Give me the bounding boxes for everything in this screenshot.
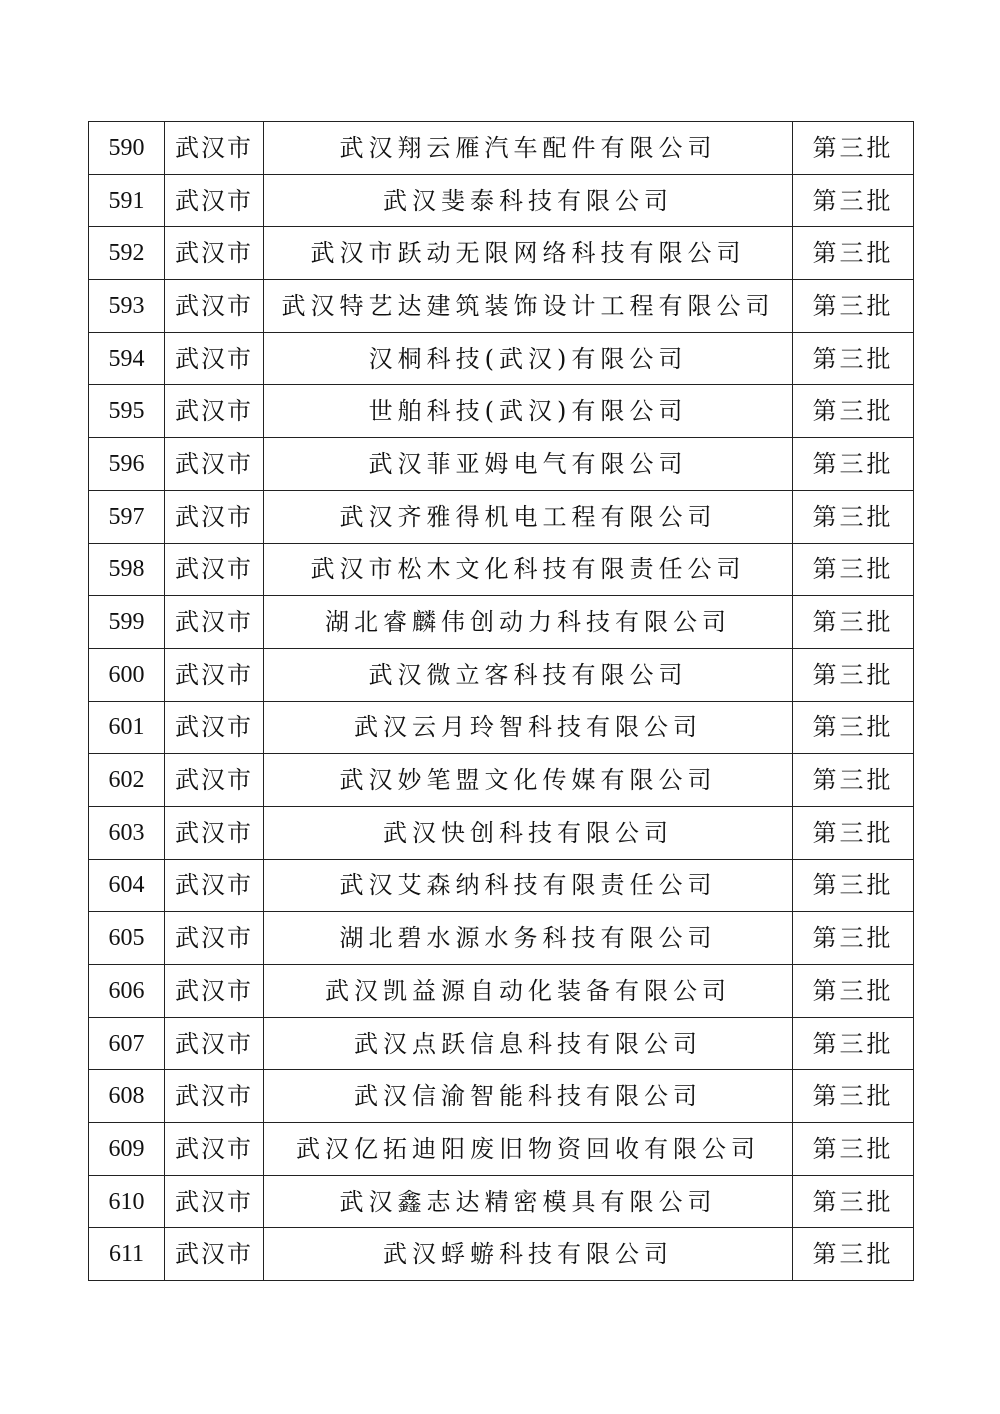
city-cell: 武汉市 xyxy=(165,754,264,807)
batch-cell: 第三批 xyxy=(793,385,914,438)
city-cell: 武汉市 xyxy=(165,332,264,385)
company-name-cell: 武汉翔云雁汽车配件有限公司 xyxy=(264,122,793,175)
row-number: 599 xyxy=(89,596,165,649)
batch-cell: 第三批 xyxy=(793,859,914,912)
batch-cell: 第三批 xyxy=(793,912,914,965)
table-body xyxy=(89,122,914,1281)
city-cell: 武汉市 xyxy=(165,543,264,596)
city-cell: 武汉市 xyxy=(165,122,264,175)
row-number: 602 xyxy=(89,754,165,807)
row-number: 606 xyxy=(89,965,165,1018)
batch-cell: 第三批 xyxy=(793,1070,914,1123)
table-row xyxy=(89,596,914,649)
batch-cell: 第三批 xyxy=(793,701,914,754)
batch-cell: 第三批 xyxy=(793,122,914,175)
row-number: 601 xyxy=(89,701,165,754)
city-cell: 武汉市 xyxy=(165,859,264,912)
table-row xyxy=(89,859,914,912)
row-number: 597 xyxy=(89,490,165,543)
table-row xyxy=(89,806,914,859)
city-cell: 武汉市 xyxy=(165,227,264,280)
table-row xyxy=(89,1123,914,1176)
row-number: 605 xyxy=(89,912,165,965)
row-number: 598 xyxy=(89,543,165,596)
batch-cell: 第三批 xyxy=(793,754,914,807)
company-name-cell: 武汉凯益源自动化装备有限公司 xyxy=(264,965,793,1018)
company-name-cell: 武汉微立客科技有限公司 xyxy=(264,648,793,701)
city-cell: 武汉市 xyxy=(165,806,264,859)
company-name-cell: 武汉斐泰科技有限公司 xyxy=(264,174,793,227)
city-cell: 武汉市 xyxy=(165,1070,264,1123)
city-cell: 武汉市 xyxy=(165,174,264,227)
company-name-cell: 武汉妙笔盟文化传媒有限公司 xyxy=(264,754,793,807)
city-cell: 武汉市 xyxy=(165,1228,264,1281)
batch-cell: 第三批 xyxy=(793,596,914,649)
company-list-table xyxy=(88,121,914,1281)
batch-cell: 第三批 xyxy=(793,174,914,227)
row-number: 592 xyxy=(89,227,165,280)
row-number: 600 xyxy=(89,648,165,701)
batch-cell: 第三批 xyxy=(793,648,914,701)
table-row xyxy=(89,965,914,1018)
row-number: 611 xyxy=(89,1228,165,1281)
company-name-cell: 武汉蜉蝣科技有限公司 xyxy=(264,1228,793,1281)
city-cell: 武汉市 xyxy=(165,701,264,754)
city-cell: 武汉市 xyxy=(165,912,264,965)
city-cell: 武汉市 xyxy=(165,648,264,701)
table-row xyxy=(89,1175,914,1228)
company-name-cell: 湖北睿麟伟创动力科技有限公司 xyxy=(264,596,793,649)
table-row xyxy=(89,227,914,280)
row-number: 593 xyxy=(89,280,165,333)
row-number: 609 xyxy=(89,1123,165,1176)
company-name-cell: 武汉鑫志达精密模具有限公司 xyxy=(264,1175,793,1228)
company-name-cell: 武汉市跃动无限网络科技有限公司 xyxy=(264,227,793,280)
batch-cell: 第三批 xyxy=(793,280,914,333)
row-number: 604 xyxy=(89,859,165,912)
city-cell: 武汉市 xyxy=(165,1123,264,1176)
batch-cell: 第三批 xyxy=(793,1123,914,1176)
city-cell: 武汉市 xyxy=(165,490,264,543)
table-row xyxy=(89,1070,914,1123)
batch-cell: 第三批 xyxy=(793,438,914,491)
company-name-cell: 武汉点跃信息科技有限公司 xyxy=(264,1017,793,1070)
row-number: 603 xyxy=(89,806,165,859)
city-cell: 武汉市 xyxy=(165,596,264,649)
table-row xyxy=(89,490,914,543)
table-row xyxy=(89,122,914,175)
table-row xyxy=(89,1017,914,1070)
company-name-cell: 湖北碧水源水务科技有限公司 xyxy=(264,912,793,965)
batch-cell: 第三批 xyxy=(793,806,914,859)
city-cell: 武汉市 xyxy=(165,385,264,438)
table-row xyxy=(89,912,914,965)
company-name-cell: 武汉快创科技有限公司 xyxy=(264,806,793,859)
table-row xyxy=(89,543,914,596)
company-name-cell: 武汉特艺达建筑装饰设计工程有限公司 xyxy=(264,280,793,333)
city-cell: 武汉市 xyxy=(165,965,264,1018)
row-number: 596 xyxy=(89,438,165,491)
table-row xyxy=(89,648,914,701)
batch-cell: 第三批 xyxy=(793,1017,914,1070)
row-number: 590 xyxy=(89,122,165,175)
table-row xyxy=(89,438,914,491)
row-number: 591 xyxy=(89,174,165,227)
company-name-cell: 武汉信渝智能科技有限公司 xyxy=(264,1070,793,1123)
company-name-cell: 武汉亿拓迪阳废旧物资回收有限公司 xyxy=(264,1123,793,1176)
row-number: 610 xyxy=(89,1175,165,1228)
company-name-cell: 世舶科技(武汉)有限公司 xyxy=(264,385,793,438)
table-row xyxy=(89,1228,914,1281)
batch-cell: 第三批 xyxy=(793,1228,914,1281)
row-number: 594 xyxy=(89,332,165,385)
company-name-cell: 汉桐科技(武汉)有限公司 xyxy=(264,332,793,385)
company-name-cell: 武汉菲亚姆电气有限公司 xyxy=(264,438,793,491)
city-cell: 武汉市 xyxy=(165,438,264,491)
row-number: 595 xyxy=(89,385,165,438)
table-row xyxy=(89,754,914,807)
row-number: 608 xyxy=(89,1070,165,1123)
table-row xyxy=(89,280,914,333)
table-row xyxy=(89,174,914,227)
table-row xyxy=(89,385,914,438)
batch-cell: 第三批 xyxy=(793,965,914,1018)
table-row xyxy=(89,701,914,754)
company-name-cell: 武汉齐雅得机电工程有限公司 xyxy=(264,490,793,543)
batch-cell: 第三批 xyxy=(793,332,914,385)
batch-cell: 第三批 xyxy=(793,490,914,543)
company-name-cell: 武汉市松木文化科技有限责任公司 xyxy=(264,543,793,596)
city-cell: 武汉市 xyxy=(165,1175,264,1228)
row-number: 607 xyxy=(89,1017,165,1070)
batch-cell: 第三批 xyxy=(793,227,914,280)
city-cell: 武汉市 xyxy=(165,280,264,333)
company-name-cell: 武汉云月玲智科技有限公司 xyxy=(264,701,793,754)
city-cell: 武汉市 xyxy=(165,1017,264,1070)
batch-cell: 第三批 xyxy=(793,1175,914,1228)
batch-cell: 第三批 xyxy=(793,543,914,596)
company-name-cell: 武汉艾森纳科技有限责任公司 xyxy=(264,859,793,912)
table-row xyxy=(89,332,914,385)
